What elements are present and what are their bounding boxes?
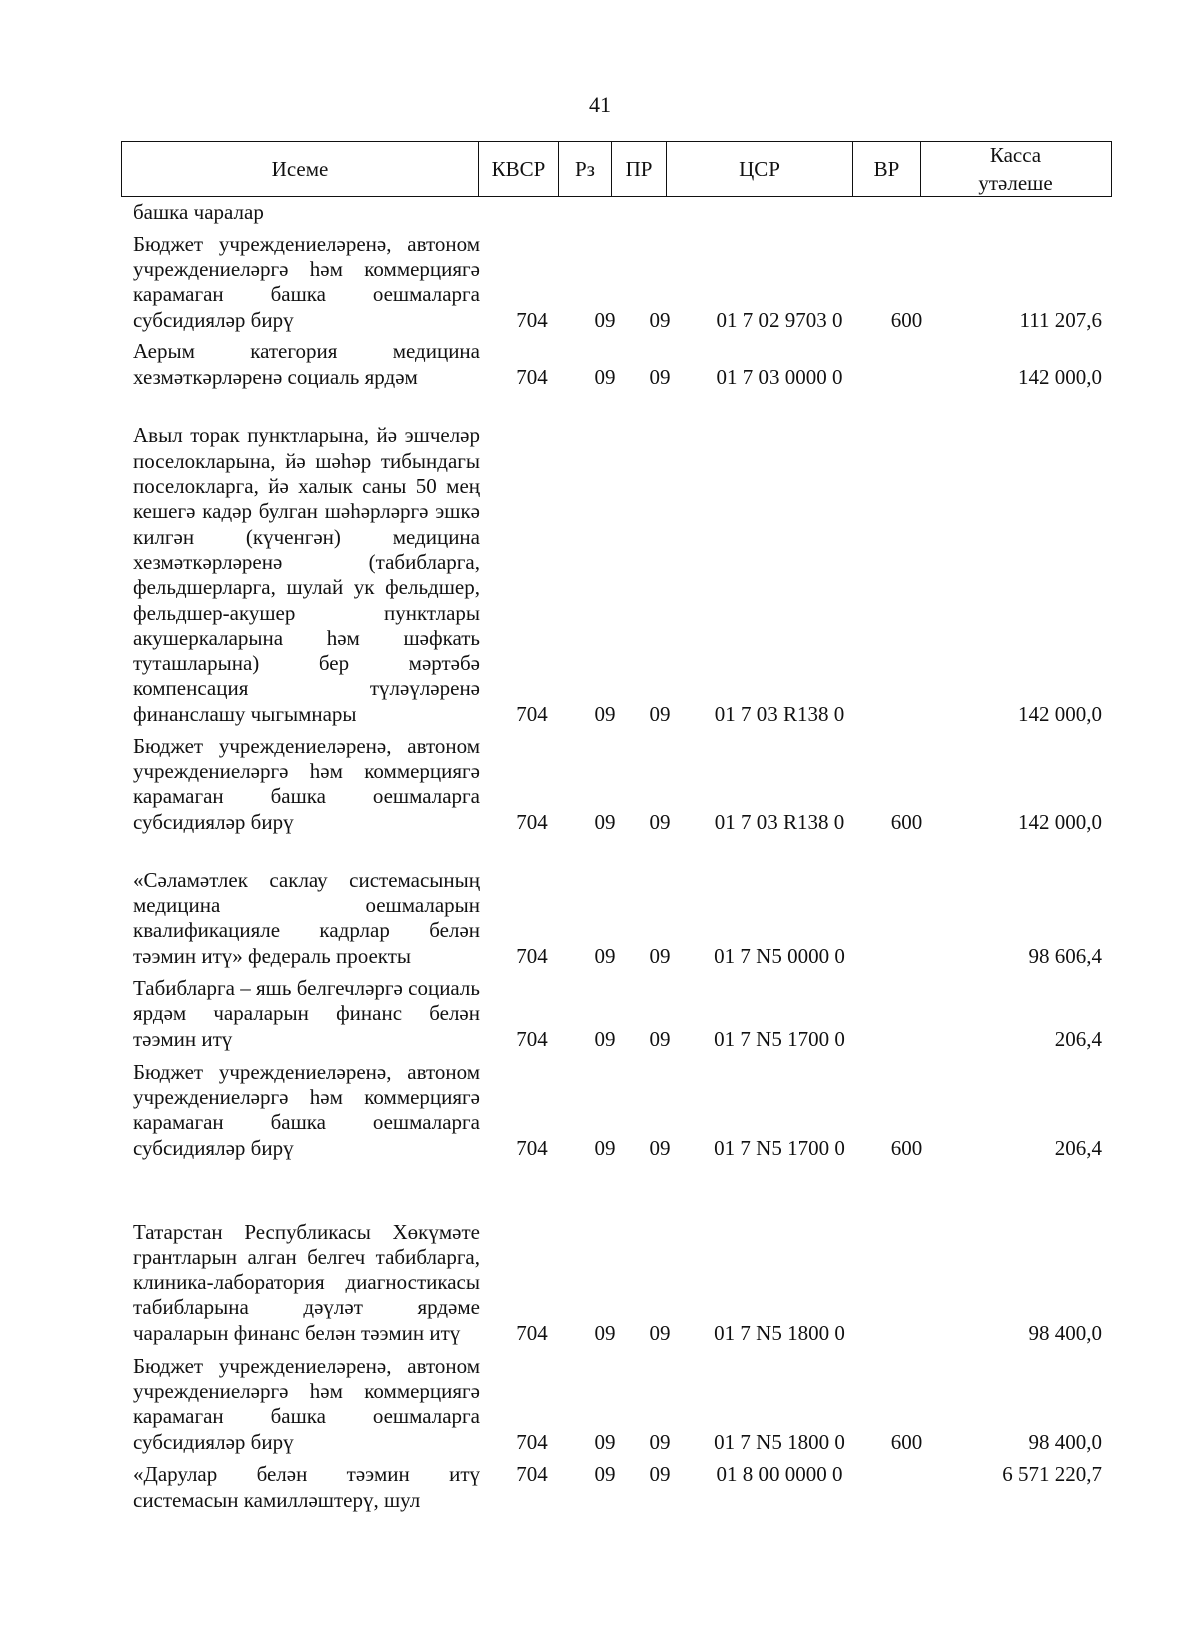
row-kassa: 142 000,0: [1018, 809, 1102, 834]
row-csr: 01 7 03 R138 0: [714, 701, 845, 726]
row-kassa: 206,4: [1054, 1026, 1102, 1051]
row-csr: 01 7 N5 1800 0: [714, 1429, 845, 1454]
row-kassa: 142 000,0: [1018, 701, 1102, 726]
table-header: [121, 141, 1112, 197]
row-kvsr: 704: [516, 1135, 548, 1160]
row-name: Бюджет учреждениеләренә, автоном учреждениеләргә һәм коммерциягә карамаган башка оешмаларга субсидияләр бирү: [133, 231, 480, 332]
header-csr: ЦСР: [667, 142, 853, 196]
row-vr: 600: [890, 1135, 923, 1160]
table-row: [0, 1461, 1200, 1513]
row-kassa: 206,4: [1054, 1135, 1102, 1160]
row-kassa: 98 400,0: [1028, 1320, 1102, 1345]
row-kvsr: 704: [516, 943, 548, 968]
row-pr: 09: [649, 307, 671, 332]
row-rz: 09: [594, 701, 616, 726]
row-rz: 09: [594, 307, 616, 332]
row-csr: 01 8 00 0000 0: [716, 1461, 843, 1486]
row-kassa: 98 606,4: [1028, 943, 1102, 968]
table-row: [0, 230, 1200, 333]
row-pr: 09: [649, 364, 671, 389]
row-csr: 01 7 02 9703 0: [716, 307, 843, 332]
row-csr: 01 7 N5 0000 0: [714, 943, 845, 968]
table-row: [0, 1058, 1200, 1161]
row-csr: 01 7 N5 1800 0: [714, 1320, 845, 1345]
row-pr: 09: [649, 809, 671, 834]
row-pr: 09: [649, 943, 671, 968]
header-pr: ПР: [612, 142, 667, 196]
table-row: [0, 397, 1200, 727]
row-pr: 09: [649, 1135, 671, 1160]
row-name: башка чаралар: [133, 199, 264, 224]
row-kvsr: 704: [516, 1429, 548, 1454]
row-name: Бюджет учреждениеләренә, автоном учреждениеләргә һәм коммерциягә карамаган башка оешмаларга субсидияләр бирү: [133, 733, 480, 834]
row-rz: 09: [594, 364, 616, 389]
row-kvsr: 704: [516, 701, 548, 726]
row-name: Бюджет учреждениеләренә, автоном учреждениеләргә һәм коммерциягә карамаган башка оешмаларга субсидияләр бирү: [133, 1059, 480, 1160]
row-rz: 09: [594, 943, 616, 968]
header-name: Исеме: [122, 142, 479, 196]
row-kvsr: 704: [516, 1320, 548, 1345]
header-vr: ВР: [853, 142, 921, 196]
row-kvsr: 704: [516, 1026, 548, 1051]
row-csr: 01 7 N5 1700 0: [714, 1026, 845, 1051]
table-row: [0, 841, 1200, 969]
table-row: [0, 1351, 1200, 1455]
table-row: [0, 199, 1200, 225]
row-rz: 09: [594, 1461, 616, 1486]
row-rz: 09: [594, 1026, 616, 1051]
table-row: [0, 732, 1200, 835]
row-vr: 600: [890, 1429, 923, 1454]
row-kassa: 142 000,0: [1018, 364, 1102, 389]
row-kvsr: 704: [516, 364, 548, 389]
row-name: «Дарулар белән тәэмин итү системасын камилләштерү, шул: [133, 1462, 480, 1512]
row-kvsr: 704: [516, 809, 548, 834]
row-pr: 09: [649, 1026, 671, 1051]
header-kassa: Касса утәлеше: [978, 143, 1053, 195]
row-pr: 09: [649, 1461, 671, 1486]
row-kvsr: 704: [516, 307, 548, 332]
row-rz: 09: [594, 1429, 616, 1454]
row-name: Татарстан Республикасы Хөкүмәте грантларын алган белгеч табибларга, клиника-лаборатория диагностикасы табибларына дәүләт ярдәме чараларын финанс белән тәэмин итү: [133, 1219, 480, 1345]
table-row: [0, 339, 1200, 390]
row-csr: 01 7 N5 1700 0: [714, 1135, 845, 1160]
row-name: Авыл торак пунктларына, йә эшчеләр поселокларына, йә шәһәр тибындагы поселокларга, йә халык саны 50 мең кешегә кадәр булган шәһәрләргә эшкә килгән (күченгән) медицина хезмәткәрләренә (табибларга, фельдшерларга, шулай ук фельдшер, фельдшер-акушер пунктлары акушеркаларына һәм шәфкать туташларына) бер мәртәбә компенсация түләүләренә финанслашу чыгымнары: [133, 423, 480, 726]
row-vr: 600: [890, 307, 923, 332]
row-rz: 09: [594, 1135, 616, 1160]
row-csr: 01 7 03 0000 0: [716, 364, 843, 389]
row-kvsr: 704: [516, 1461, 548, 1486]
row-rz: 09: [594, 809, 616, 834]
page-number: 41: [589, 92, 611, 117]
row-pr: 09: [649, 701, 671, 726]
row-kassa: 6 571 220,7: [1002, 1461, 1102, 1486]
row-name: Аерым категория медицина хезмәткәрләренә социаль ярдәм: [133, 339, 480, 389]
row-name: «Сәламәтлек саклау системасының медицина оешмаларын квалификацияле кадрлар белән тәэмин итү» федераль проекты: [133, 867, 480, 968]
table-row: [0, 1166, 1200, 1346]
row-name: Табибларга – яшь белгечләргә социаль ярдәм чараларын финанс белән тәэмин итү: [133, 976, 480, 1051]
header-rz: Рз: [559, 142, 612, 196]
row-csr: 01 7 03 R138 0: [714, 809, 845, 834]
header-kvsr: КВСР: [479, 142, 559, 196]
row-kassa: 98 400,0: [1028, 1429, 1102, 1454]
table-row: [0, 975, 1200, 1052]
row-vr: 600: [890, 809, 923, 834]
row-pr: 09: [649, 1429, 671, 1454]
row-pr: 09: [649, 1320, 671, 1345]
row-rz: 09: [594, 1320, 616, 1345]
row-name: Бюджет учреждениеләренә, автоном учреждениеләргә һәм коммерциягә карамаган башка оешмаларга субсидияләр бирү: [133, 1353, 480, 1454]
row-kassa: 111 207,6: [1019, 307, 1102, 332]
